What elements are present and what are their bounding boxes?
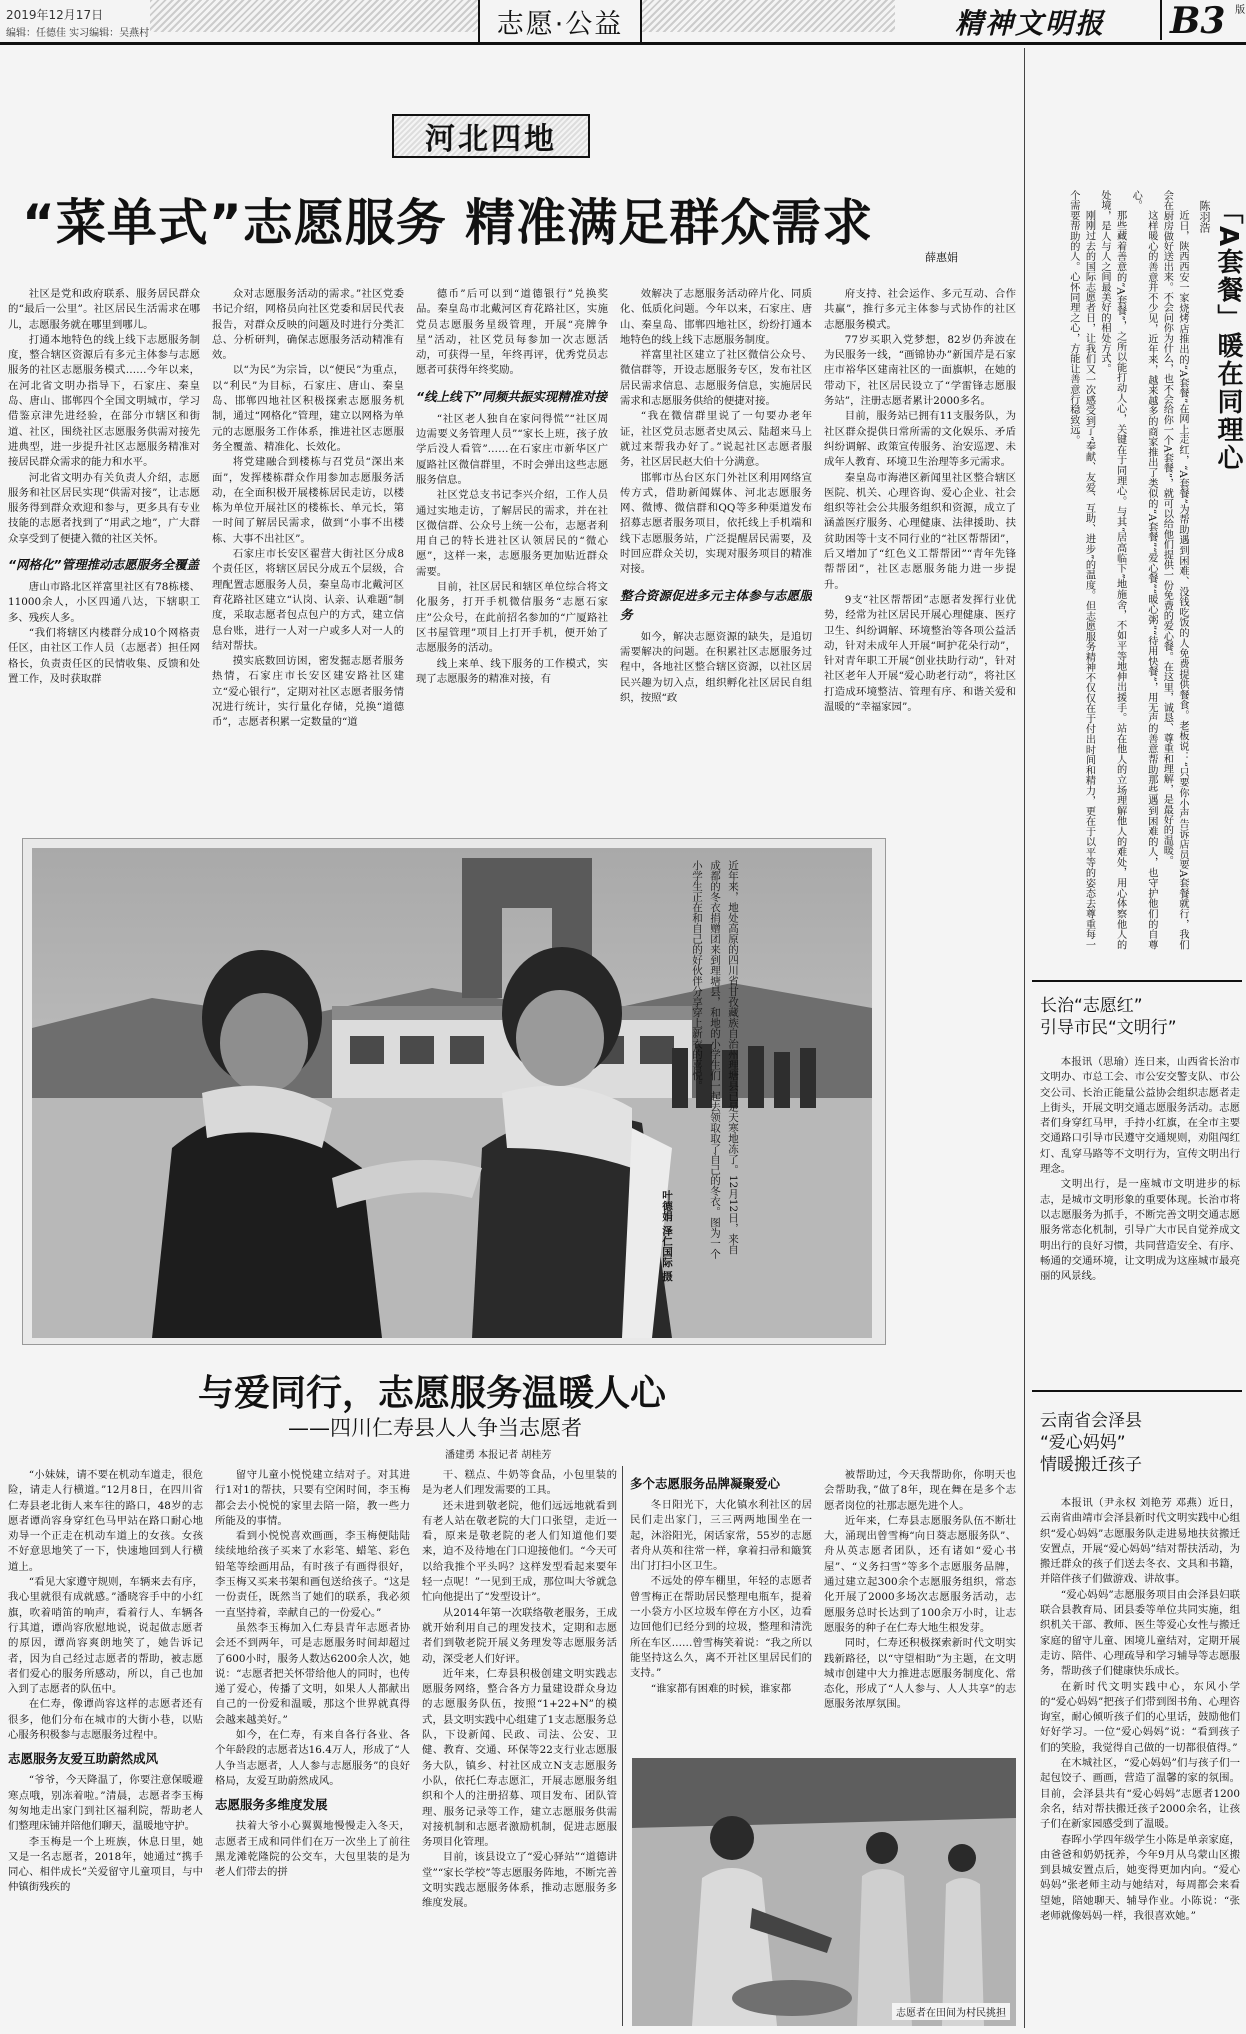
main-headline: “菜单式”志愿服务 精准满足群众需求 bbox=[22, 194, 874, 252]
article-paragraph: 目前，该县设立了“爱心驿站”“道德讲堂”“家长学校”等志愿服务阵地，不断完善文明实践志愿服务体系，推动志愿服务多维度发展。 bbox=[422, 1851, 617, 1910]
brief-1-headline bbox=[1040, 995, 1177, 1039]
section-subheading: “线上线下”同频共振实现精准对接 bbox=[416, 388, 608, 404]
article-paragraph: “社区老人独自在家问得慌”“社区周边需要义务管理人员”“家长上班，孩子放学后没人看管”……在石家庄市新华区广厦路社区微信群里，不时会弹出这些志愿服务信息。 bbox=[416, 412, 608, 486]
second-byline: 潘建勇 本报记者 胡桂芳 bbox=[445, 1450, 552, 1461]
commentary-paragraph: 刚刚过去的国际志愿者日，让我们又一次感受到了“奉献、友爱、互助、进步”的温度。但志愿服务精神不仅仅在于付出时间和精力，更在于以平等的姿态去尊重每一个需要帮助的人。心怀同理之心，方能让善意行稳致远。 bbox=[1067, 190, 1095, 950]
brief-paragraph: 文明出行，是一座城市文明进步的标志，是城市文明形象的重要体现。长治市将以志愿服务为抓手，不断完善文明交通志愿服务常态化机制，引导广大市民自觉养成文明出行的良好习惯，共同营造安全、有序、畅通的交通环境，让文明成为这座城市最亮丽的风景线。 bbox=[1040, 1178, 1240, 1283]
article-paragraph: 如今，解决志愿资源的缺失，是追切需要解决的问题。在积累社区志愿服务过程中，各地社区整合辖区资源，以社区居民兴趣为切入点，组织孵化社区居民自组织，按照“政 bbox=[620, 630, 812, 704]
inset-caption: 志愿者在田间为村民挑担 bbox=[892, 2003, 1010, 2020]
article-paragraph: 虽然李玉梅加入仁寿县青年志愿者协会还不到两年，可是志愿服务时间却超过了600小时，服务人数达6200余人次，她说：“志愿者把关怀带给他人的同时，也传递了爱心，传播了文明，如果人人都献出自己的一份爱和温暖，那这个世界就真得会越来越美好。” bbox=[215, 1621, 410, 1726]
main-col-1 bbox=[8, 287, 200, 817]
article-paragraph: 目前，社区居民和辖区单位综合将文化服务，打开手机微信服务“志愿石家庄”公众号，在此前招名参加的“广厦路社区书屋管理”项目上打开手机，便开始了志愿服务的活动。 bbox=[416, 581, 608, 655]
article-paragraph: 如今，在仁寿，有来自各行各业、各个年龄段的志愿者达16.4万人，形成了“人人争当志愿者，人人参与志愿服务”的良好格局，友爱互助蔚然成风。 bbox=[215, 1729, 410, 1787]
brief-2-body bbox=[1040, 1496, 1240, 2026]
section-subheading: “网格化”管理推动志愿服务全覆盖 bbox=[8, 557, 200, 573]
brief-2-headline-line: 情暖搬迁孩子 bbox=[1040, 1455, 1142, 1475]
article-paragraph: 李玉梅是一个上班族，休息日里，她又是一名志愿者，2018年，她通过“携手同心、相伴成长”关爱留守儿童项目，与中仲镇街残疾的 bbox=[8, 1835, 203, 1894]
article-paragraph: 社区党总支书记李兴介绍，工作人员通过实地走访，了解居民的需求，并在社区微信群、公众号上统一公布，志愿者利用自己的特长进社区认领居民的“微心愿”，这样一来，志愿服务更加贴近群众需要。 bbox=[416, 489, 608, 578]
article-paragraph: 不远处的停车棚里，年轻的志愿者曾雪梅正在帮助居民整理电瓶车，提着一小袋方小区垃圾车停在方小区，边看边回他们已经分到的垃圾，整理和清洗所在车区……曾雪梅笑着说：“我之所以能坚持这么久，离不开社区里居民们的支持。” bbox=[630, 1575, 812, 1680]
kicker-box bbox=[392, 114, 590, 158]
article-paragraph: 77岁买职入党梦想，82岁仍奔波在为民服务一线，“画锦协办”新国芹是石家庄市裕华区建南社区的一面旗帜，在她的带动下，社区居民设立了“学雷锋志愿服务站”，注册志愿者累计2000多名。 bbox=[824, 333, 1016, 408]
second-headline: 与爱同行，志愿服务温暖人心 bbox=[198, 1373, 667, 1414]
article-paragraph: 近年来，仁寿县积极创建文明实践志愿服务网络，整合各方力量建设群众身边的志愿服务队伍，按照“1+22+N”的模式，县文明实践中心组建了1支志愿服务总队，下设新闻、民政、司法、公安、卫健、教育、交通、环保等22支行业志愿服务大队，镇乡、村社区成立N支志愿服务小队，依托仁寿志愿汇，开展志愿服务组织和个人的注册招募、项目发布、团队管理、服务记录等工作，建立志愿服务供需对接机制和志愿者激励机制，促进志愿服务项目化管理。 bbox=[422, 1667, 617, 1849]
article-paragraph: 德币”后可以到“道德银行”兑换奖品。秦皇岛市北戴河区育花路社区，实施党员志愿服务星级管理，开展“亮牌争星”活动，社区党员每参加一次志愿活动，可获得一星，年终再评，优秀党员志愿者可获得年终奖励。 bbox=[416, 288, 608, 377]
right-rail-divider bbox=[1024, 48, 1025, 2028]
article-paragraph: 还未进到敬老院，他们远远地就看到有老人站在敬老院的大门口张望，走近一看，原来是敬老院的老人们知道他们要来，迫不及待地在门口迎接他们。“今天可以给我推个平头吗？这样发型看起来要年轻一点呢！”一见到王成，那位叫大爷就急忙向他提出了“发型设计”。 bbox=[422, 1499, 617, 1604]
article-paragraph: 在仁寿，像谭尚容这样的志愿者还有很多，他们分布在城市的大街小巷，以贴心服务积极参与志愿服务过程中。 bbox=[8, 1698, 203, 1742]
commentary-paragraph: 近日，陕西西安一家烧烤店推出的“A套餐”在网上走红，“A套餐”为帮助遇到困难、没钱吃饭的人免费提供餐食。老板说：“只要你小声告诉店员要A套餐就行，我们会在厨房做好送出来。不会问你为什么，也不会给你一个A套餐”，就可以给他们提供一份免费的爱心餐。在这里，诚恳、尊重和理解，是最好的温暖。 bbox=[1161, 190, 1188, 950]
volunteer-inset-photo bbox=[632, 1758, 1016, 2026]
section-subheading: 整合资源促进多元主体参与志愿服务 bbox=[620, 587, 812, 622]
page-number-label: B3 bbox=[1170, 0, 1226, 42]
article-paragraph: 同时，仁寿还积极探索新时代文明实践新路径，以“守望相助”为主题，在文明城市创建中大力推进志愿服务制度化、常态化，形成了“人人参与、人人共享”的志愿服务浓厚氛围。 bbox=[824, 1637, 1016, 1711]
article-paragraph: 看到小悦悦喜欢画画，李玉梅便陆陆续续地给孩子买来了水彩笔、蜡笔、彩色铅笔等绘画用品，有时孩子有画得很好，李玉梅又买来书架和画包送给孩子。“这是一份责任，既然当了她们的联系，我必须一直坚持着，幸献自己的一份爱心。” bbox=[215, 1530, 410, 1619]
article-paragraph: 摸实底数回访困，密发掘志愿者服务热情，石家庄市长安区建安路社区建立“爱心银行”，定期对社区志愿者服务情况进行统计，实行量化存储，兑换“道德币”，志愿者积累一定数量的“道 bbox=[212, 655, 404, 729]
article-paragraph: 从2014年第一次联络敬老服务，王成就开始利用自己的理发技术，定期和志愿者们到敬老院开展义务理发等志愿服务活动，深受老人们好评。 bbox=[422, 1606, 617, 1665]
article-paragraph: 近年来，仁寿县志愿服务队伍不断壮大，涌现出曾雪梅“向日葵志愿服务队”、舟从英志愿者团队，还有诸如“爱心书屋”、“义务扫雪”等多个志愿服务品牌，通过建立起300余个志愿服务组织，常态化开展了2000多场次志愿服务活动，志愿服务总时长达到了100余万小时，让志愿服务的种子在仁寿大地生根发芽。 bbox=[824, 1514, 1016, 1634]
commentary-body bbox=[1032, 190, 1190, 950]
commentary-paragraph: 那些藏着善意的“A套餐”，之所以能打动人心，关键在于同理心。与其“居高临下”地施舍，不如平等地伸出援手。站在他人的立场理解他人的难处，用心体察他人的处境，是人与人之间最美好的相处方式。 bbox=[1099, 190, 1126, 950]
article-paragraph: 祥富里社区建立了社区微信公众号、微信群等，开设志愿服务专区，发布社区居民需求信息、志愿服务信息，实施居民需求和志愿服务供给的便捷对接。 bbox=[620, 349, 812, 408]
photo-caption-text: 近年来，地处高原的四川省甘孜藏族自治州理塘县已是天寒地冻了。12月12日，来自成都的冬衣捐赠团来到理塘县，和地的小学生们一起去领取取了自己的冬衣。图为一个小学生正在和自己的好伙伴分享穿上新衣的喜悦。 bbox=[691, 860, 739, 1259]
brief-paragraph: 本报讯（尹永权 刘艳芳 邓燕）近日，云南省曲靖市会泽县新时代文明实践中心组织“爱心妈妈”志愿服务队走进易地扶贫搬迁安置点，开展“爱心妈妈”结对帮扶活动，为搬迁群众的孩子们送去冬衣、文具和书籍，并陪伴孩子们做游戏、讲故事。 bbox=[1040, 1497, 1240, 1586]
photo-caption bbox=[688, 860, 742, 1260]
article-paragraph: 干、糕点、牛奶等食品，小包里装的是为老人们理发需要的工具。 bbox=[422, 1469, 617, 1497]
brief-paragraph: 本报讯（思瑜）连日来，山西省长治市文明办、市总工会、市公安交警支队、市公交公司、长治正能量公益协会组织志愿者走上街头，开展文明交通志愿服务活动。志愿者们身穿红马甲，手持小红旗，在全市主要交通路口引导市民遵守交通规则，劝阻闯红灯、乱穿马路等不文明行为，宣传文明出行理念。 bbox=[1040, 1056, 1240, 1176]
article-paragraph: “谁家都有困难的时候，谁家都 bbox=[650, 1682, 792, 1695]
rail-rule-2 bbox=[1032, 1390, 1242, 1392]
commentary-paragraph: 这样暖心的善意并不少见，近年来，越来越多的商家推出了类似的“A套餐”“爱心餐”“暖心粥”“待用快餐”，用无声的善意帮助那些遇到困难的人，也守护他们的自尊心。 bbox=[1130, 190, 1157, 950]
page-number bbox=[1160, 0, 1246, 40]
article-paragraph: 河北省文明办有关负责人介绍，志愿服务和社区居民实现“供需对接”，让志愿服务得到群众欢迎和参与，更多具有专业技能的志愿者找到了“用武之地”，广大群众享受到了便捷入微的社区关怀。 bbox=[8, 471, 200, 545]
children-scarf-photo bbox=[32, 848, 872, 1338]
photo-credit: 叶德娟 泽仁国际 摄 bbox=[661, 1190, 673, 1282]
editors-line: 编辑：任德佳 实习编辑：吴燕村 bbox=[6, 28, 150, 39]
brief-1-headline-line: 引导市民“文明行” bbox=[1040, 1018, 1177, 1038]
brief-1-body bbox=[1040, 1055, 1240, 1360]
second-subheadline: ——四川仁寿县人人争当志愿者 bbox=[288, 1416, 582, 1440]
main-col-4 bbox=[620, 287, 812, 817]
main-byline: 薛惠娟 bbox=[925, 251, 958, 264]
main-col-2 bbox=[212, 287, 404, 817]
page-date: 2019年12月17日 bbox=[6, 8, 104, 22]
section-name: 志愿·公益 bbox=[496, 8, 624, 40]
brief-1-headline-line: 长治“志愿红” bbox=[1040, 996, 1143, 1016]
article-paragraph: 将党建融合到楼栋与召党员“深出来面”，发挥楼栋群众作用参加志愿服务活动，在全面积极开展楼栋居民走访，以楼栋为单位开展社区的楼栋长、单元长，第一时间了解居民需求，做到“小事不出楼栋、大事不出社区”。 bbox=[212, 456, 404, 545]
brief-2-headline-line: 云南省会泽县 bbox=[1040, 1411, 1142, 1431]
article-paragraph: 留守儿童小悦悦建立结对子。对其进行1对1的帮扶，只要有空闲时间，李玉梅都会去小悦悦的家里去陪一陪，教一些力所能及的事情。 bbox=[215, 1469, 410, 1527]
article-paragraph: 线上来单、线下服务的工作模式，实现了志愿服务的精准对接，有 bbox=[416, 657, 608, 685]
section-subheading: 志愿服务多维度发展 bbox=[215, 1797, 328, 1813]
commentary-author: 陈羽浩 bbox=[1198, 200, 1211, 233]
second-col-4 bbox=[630, 1468, 812, 1748]
article-paragraph: 秦皇岛市海港区新闻里社区整合辖区医院、机关、心理咨询、爱心企业、社会组织等社会公共服务组织和资源，成立了涵盖医疗服务、心理健康、法律援助、扶贫助困等十支不同行业的“社区帮帮团”，后又增加了“红色义工帮帮团”“青年先锋帮帮团”，社区志愿服务能力进一步提升。 bbox=[824, 471, 1016, 591]
commentary-title: 「A套餐」暖在同理心 bbox=[1213, 198, 1243, 473]
page-suffix: 版 bbox=[1232, 4, 1244, 14]
newspaper-name: 精神文明报 bbox=[955, 7, 1106, 40]
second-col-2 bbox=[215, 1468, 410, 2028]
article-paragraph: 目前，服务站已拥有11支服务队，为社区群众提供日常所需的文化娱乐、矛盾纠纷调解、政策宣传服务、治安巡逻、未成年人教育、环境卫生治理等多元需求。 bbox=[824, 410, 1016, 469]
section-subheading: 多个志愿服务品牌凝聚爱心 bbox=[630, 1476, 781, 1491]
second-col-5 bbox=[824, 1468, 1016, 1748]
main-col-3 bbox=[416, 287, 608, 817]
brief-paragraph: 在新时代文明实践中心，东风小学的“爱心妈妈”把孩子们带到图书角、心理咨询室，耐心倾听孩子们的心里话，鼓励他们好好学习。一位“爱心妈妈”说：“看到孩子们的笑脸，我觉得自己做的一切都很值得。” bbox=[1040, 1680, 1240, 1754]
main-col-5 bbox=[824, 287, 1016, 817]
section-subheading: 志愿服务友爱互助蔚然成风 bbox=[8, 1751, 159, 1767]
article-paragraph: 府支持、社会运作、多元互动、合作共赢”，推行多元主体参与式协作的社区志愿服务模式。 bbox=[824, 288, 1016, 331]
article-paragraph: 众对志愿服务活动的需求。”社区党委书记介绍，网格员向社区党委和居民代表报告，对群众反映的问题及时进行分类汇总、分析研判，确保志愿服务活动精准有效。 bbox=[212, 288, 404, 362]
brief-2-headline bbox=[1040, 1410, 1142, 1476]
photo-scene bbox=[32, 848, 872, 1338]
article-paragraph: “我们将辖区内楼群分成10个网格责任区，由社区工作人员（志愿者）担任网格长，负责责任区的民情收集、反馈和处置工作，及时获取群 bbox=[8, 626, 200, 685]
article-paragraph: “爷爷，今天降温了，你要注意保暖避寒点哦，别冻着啦。”清晨，志愿者李玉梅匆匆地走出家门到社区福利院，帮助老人们整理床铺并陪他们聊天，温暖地守护。 bbox=[8, 1774, 203, 1833]
second-story-divider bbox=[622, 1466, 623, 2026]
section-banner bbox=[478, 0, 642, 44]
brief-paragraph: 春晖小学四年级学生小陈是单亲家庭，由爸爸和奶奶抚养，今年9月从乌蒙山区搬到县城安置点后，她变得更加内向。“爱心妈妈”张老师主动与她结对，每周都会来看望她，陪她聊天、辅导作业。小陈说：“张老师就像妈妈一样，我很喜欢她。” bbox=[1040, 1833, 1240, 1923]
kicker: 河北四地 bbox=[425, 122, 557, 157]
brief-paragraph: “爱心妈妈”志愿服务项目由会泽县妇联联合县教育局、团县委等单位共同实施，组织机关干部、教师、医生等爱心女性与搬迁家庭的留守儿童、困境儿童结对，定期开展走访、陪伴、心理疏导和学习辅导等志愿服务，帮助孩子们健康快乐成长。 bbox=[1040, 1588, 1240, 1678]
article-paragraph: 唐山市路北区祥富里社区有78栋楼、11000余人，小区四通八达，下辖职工多、残疾人多。 bbox=[8, 581, 200, 624]
brief-paragraph: 在木城社区，“爱心妈妈”们与孩子们一起包饺子、画画，营造了温馨的家的氛围。目前，会泽县共有“爱心妈妈”志愿者1200余名，结对帮扶搬迁孩子2000余名，让孩子们在新家园感受到了温暖。 bbox=[1040, 1757, 1240, 1831]
article-paragraph: 打通本地特色的线上线下志愿服务制度，整合辖区资源后有多元主体参与志愿服务的社区志愿服务模式……今年以来，在河北省文明办指导下，石家庄、秦皇岛、唐山、邯郸四个全国文明城市，学习借鉴京津先进经验，在部分市辖区和街道、社区，围绕社区志愿服务供需对接先进典型，进一步提升社区志愿服务精准对接居民群众需求的能力和水平。 bbox=[8, 333, 200, 469]
article-paragraph: 扶着大爷小心翼翼地慢慢走入冬天，志愿者王成和同伴们在万一次坐上了前往黑龙滩乾隆院的公交车，大包里装的是为老人们带去的拼 bbox=[215, 1820, 410, 1879]
article-paragraph: 9支“社区帮帮团”志愿者发挥行业优势，经常为社区居民开展心理健康、医疗卫生、纠纷调解、环境整治等各项公益活动，针对未成年人开展“呵护花朵行动”，针对青年职工开展“创业扶助行动”，针对社区老年人开展“爱心助老行动”，将社区打造成环境整洁、管理有序、和谐关爱和温暖的“幸福家园”。 bbox=[824, 593, 1016, 714]
article-paragraph: “看见大家遵守规则，车辆来去有序，我心里就很有成就感。”潘晓容手中的小红旗，吹着哨笛的响声，看着行人、车辆各行其道，谭尚容欣慰地说，说起做志愿者的原因，谭尚容爽朗地笑了，她告诉记者，因为自己经过志愿者的帮助，被志愿者们爱心的服务所感动，所以，自己也加入到了志愿者的队伍中。 bbox=[8, 1576, 203, 1696]
article-paragraph: 社区是党和政府联系、服务居民群众的“最后一公里”。社区居民生活需求在哪儿，志愿服务就在哪里到哪儿。 bbox=[8, 288, 200, 331]
second-col-3 bbox=[422, 1468, 617, 2028]
inset-scene bbox=[632, 1758, 1016, 2026]
masthead-rule bbox=[0, 42, 1246, 45]
brief-2-headline-line: “爱心妈妈” bbox=[1040, 1433, 1126, 1453]
article-paragraph: “小妹妹，请不要在机动车道走，很危险，请走人行横道。”12月8日，在四川省仁寿县老北街人来车往的路口，48岁的志愿者谭尚容身穿红色马甲站在路口耐心地劝导一个正走在机动车道上的女孩。女孩不好意思地笑了一下，快速地回到人行横道上。 bbox=[8, 1469, 203, 1573]
article-paragraph: 邯郸市丛台区东门外社区利用网络宣传方式，借助新闻媒体、河北志愿服务网、微博、微信群和QQ等多种渠道发布招募志愿者服务项目，依托线上手机端和线下志愿服务站，广泛提醒居民需要，及时回应群众关切，实现对服务项目的精准对接。 bbox=[620, 471, 812, 576]
article-paragraph: 效解决了志愿服务活动碎片化、同质化、低质化问题。今年以来，石家庄、唐山、秦皇岛、邯郸四地社区，纷纷打通本地特色的线上线下志愿服务制度。 bbox=[620, 288, 812, 346]
article-paragraph: 石家庄市长安区翟营大街社区分成8个责任区，将辖区居民分成五个层级，合理配置志愿服务人员，秦皇岛市北戴河区育花路社区建立“认岗、认亲、认难题”制度，采取志愿者包点包户的方式，建立信息台账，进行一人对一户或多人对一人的结对帮扶。 bbox=[212, 548, 404, 652]
article-paragraph: 被帮助过，今天我帮助你，你明天也会帮助我，”做了8年，现在舞在是多个志愿者岗位的社那志愿先进个人。 bbox=[824, 1469, 1016, 1512]
article-paragraph: 以“为民”为宗旨，以“便民”为重点，以“利民”为目标，石家庄、唐山、秦皇岛、邯郸四地社区积极探索志愿服务机制，通过“网格化”管理，建立以网格为单元的志愿服务工作体系，推进社区志愿服务全覆盖、精准化、长效化。 bbox=[212, 364, 404, 453]
article-paragraph: 冬日阳光下，大化镇水利社区的居民们走出家门，三三两两地围坐在一起，沐浴阳光，闲话家常，55岁的志愿者舟从英和往常一样，拿着扫帚和簸箕出门打扫小区卫生。 bbox=[630, 1499, 812, 1573]
rail-rule-1 bbox=[1032, 980, 1242, 982]
article-paragraph: “我在微信群里说了一句要办老年证，社区党员志愿者史凤云、陆超来马上就过来帮我办好了。”说起社区志愿者服务，社区居民赵大伯十分满意。 bbox=[620, 410, 812, 469]
second-col-1 bbox=[8, 1468, 203, 2028]
